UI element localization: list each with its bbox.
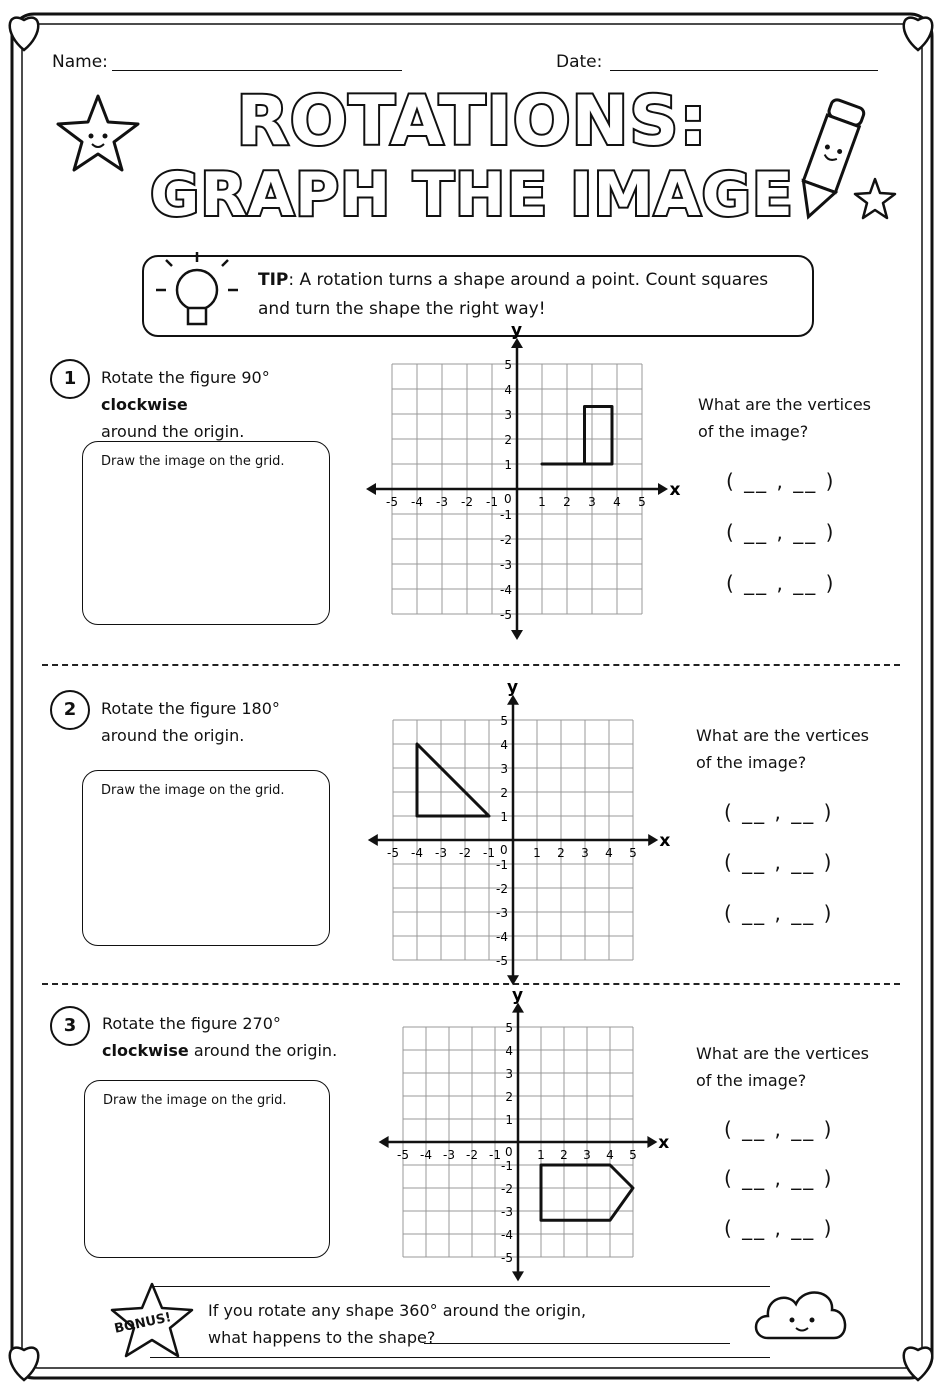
y-tick-label: -3 <box>500 558 512 572</box>
y-tick-label: -3 <box>501 1205 513 1219</box>
vertex-answer-blank[interactable]: ( __ , __ ) <box>726 571 836 595</box>
page-title-line2: GRAPH THE IMAGE <box>150 160 794 230</box>
x-tick-label: -2 <box>459 846 471 860</box>
name-field[interactable] <box>112 70 402 71</box>
x-tick-label: -1 <box>489 1148 501 1162</box>
tip-text: TIP: A rotation turns a shape around a point. Count squares and turn the shape the right way! <box>258 270 769 319</box>
pre-image-figure <box>542 407 612 465</box>
x-tick-label: 1 <box>537 1148 545 1162</box>
y-tick-label: -2 <box>496 882 508 896</box>
y-tick-label: 1 <box>505 1113 513 1127</box>
y-tick-label: -1 <box>500 508 512 522</box>
page-title-line1: ROTATIONS: <box>236 82 708 161</box>
x-axis-label: x <box>658 1133 670 1153</box>
coordinate-grid[interactable] <box>370 320 681 660</box>
vertex-answer-blank[interactable]: ( __ , __ ) <box>724 1216 834 1240</box>
x-tick-label: -2 <box>461 495 473 509</box>
divider <box>42 664 900 666</box>
y-tick-label: 3 <box>500 762 508 776</box>
problem-instruction: Rotate the figure 90° clockwise around the origin. <box>101 368 270 441</box>
bonus-question: If you rotate any shape 360° around the origin, what happens to the shape? <box>208 1301 587 1347</box>
y-tick-label: -2 <box>500 533 512 547</box>
y-tick-label: 2 <box>500 786 508 800</box>
arrow-right-icon <box>648 834 658 846</box>
x-tick-label: -3 <box>443 1148 455 1162</box>
pre-image-figure <box>417 744 489 816</box>
problem-instruction: Rotate the figure 180° around the origin. <box>101 699 280 745</box>
arrow-down-icon <box>511 630 523 640</box>
vertex-answer-blank[interactable]: ( __ , __ ) <box>726 469 836 493</box>
origin-label: 0 <box>500 843 508 857</box>
x-tick-label: -4 <box>411 495 423 509</box>
x-tick-label: 4 <box>605 846 613 860</box>
x-tick-label: -4 <box>411 846 423 860</box>
x-tick-label: -5 <box>387 846 399 860</box>
date-label: Date: <box>556 52 603 72</box>
x-tick-label: 2 <box>563 495 571 509</box>
draw-box[interactable]: Draw the image on the grid. <box>82 770 330 946</box>
y-tick-label: 1 <box>504 458 512 472</box>
draw-box[interactable]: Draw the image on the grid. <box>82 441 330 625</box>
vertex-answer-blank[interactable]: ( __ , __ ) <box>724 850 834 874</box>
x-tick-label: 3 <box>588 495 596 509</box>
vertex-answer-blank[interactable]: ( __ , __ ) <box>724 1117 834 1141</box>
y-tick-label: 3 <box>505 1067 513 1081</box>
x-tick-label: 2 <box>560 1148 568 1162</box>
x-tick-label: 2 <box>557 846 565 860</box>
problem-instruction: Rotate the figure 270° clockwise around the origin. <box>102 1014 338 1060</box>
x-tick-label: -1 <box>486 495 498 509</box>
vertex-answer-blank[interactable]: ( __ , __ ) <box>724 800 834 824</box>
y-tick-label: -5 <box>500 608 512 622</box>
y-tick-label: -4 <box>501 1228 513 1242</box>
coordinate-grid[interactable] <box>370 985 680 1280</box>
y-tick-label: 2 <box>504 433 512 447</box>
arrow-left-icon <box>379 1136 389 1148</box>
y-tick-label: -1 <box>496 858 508 872</box>
x-tick-label: 5 <box>638 495 646 509</box>
x-tick-label: 4 <box>613 495 621 509</box>
origin-label: 0 <box>505 1145 513 1159</box>
date-field[interactable] <box>610 70 878 71</box>
y-tick-label: -5 <box>501 1251 513 1265</box>
bonus-badge-label: BONUS! <box>113 1310 173 1337</box>
arrow-right-icon <box>658 483 668 495</box>
y-tick-label: -2 <box>501 1182 513 1196</box>
x-axis-label: x <box>669 480 681 500</box>
y-tick-label: -3 <box>496 906 508 920</box>
x-tick-label: 3 <box>581 846 589 860</box>
y-tick-label: -4 <box>496 930 508 944</box>
draw-box[interactable]: Draw the image on the grid. <box>84 1080 330 1258</box>
y-tick-label: 3 <box>504 408 512 422</box>
lightbulb-icon <box>152 246 242 342</box>
coordinate-grid[interactable] <box>370 677 680 980</box>
y-tick-label: 4 <box>505 1044 513 1058</box>
y-axis-label: y <box>512 985 524 1006</box>
y-tick-label: 1 <box>500 810 508 824</box>
x-tick-label: -5 <box>386 495 398 509</box>
vertices-question: What are the vertices of the image? <box>698 395 872 441</box>
y-tick-label: -1 <box>501 1159 513 1173</box>
x-tick-label: 5 <box>629 1148 637 1162</box>
name-label: Name: <box>52 52 108 72</box>
y-tick-label: 4 <box>504 383 512 397</box>
vertex-answer-blank[interactable]: ( __ , __ ) <box>726 520 836 544</box>
arrow-right-icon <box>647 1136 657 1148</box>
vertex-answer-blank[interactable]: ( __ , __ ) <box>724 901 834 925</box>
y-tick-label: -4 <box>500 583 512 597</box>
vertices-question: What are the vertices of the image? <box>696 726 870 772</box>
arrow-left-icon <box>368 834 378 846</box>
x-tick-label: 4 <box>606 1148 614 1162</box>
x-tick-label: 5 <box>629 846 637 860</box>
x-tick-label: -2 <box>466 1148 478 1162</box>
x-tick-label: 1 <box>533 846 541 860</box>
y-tick-label: 2 <box>505 1090 513 1104</box>
x-tick-label: -3 <box>435 846 447 860</box>
y-tick-label: -5 <box>496 954 508 968</box>
x-tick-label: 1 <box>538 495 546 509</box>
divider <box>42 983 900 985</box>
problem-number: 2 <box>50 690 90 730</box>
cloud-icon <box>748 1276 860 1352</box>
x-tick-label: -3 <box>436 495 448 509</box>
bonus-answer-line[interactable] <box>424 1343 730 1344</box>
y-tick-label: 5 <box>505 1021 513 1035</box>
y-tick-label: 4 <box>500 738 508 752</box>
small-star-icon <box>852 176 898 222</box>
x-tick-label: -5 <box>397 1148 409 1162</box>
star-icon <box>50 88 160 178</box>
vertex-answer-blank[interactable]: ( __ , __ ) <box>724 1166 834 1190</box>
problem-number: 3 <box>50 1006 90 1046</box>
x-tick-label: -4 <box>420 1148 432 1162</box>
y-tick-label: 5 <box>504 358 512 372</box>
problem-number: 1 <box>50 359 90 399</box>
y-axis-label: y <box>507 677 519 698</box>
origin-label: 0 <box>504 492 512 506</box>
x-tick-label: 3 <box>583 1148 591 1162</box>
arrow-down-icon <box>512 1271 524 1281</box>
x-tick-label: -1 <box>483 846 495 860</box>
vertices-question: What are the vertices of the image? <box>696 1044 870 1090</box>
y-tick-label: 5 <box>500 714 508 728</box>
y-axis-label: y <box>511 320 523 341</box>
x-axis-label: x <box>659 831 671 851</box>
